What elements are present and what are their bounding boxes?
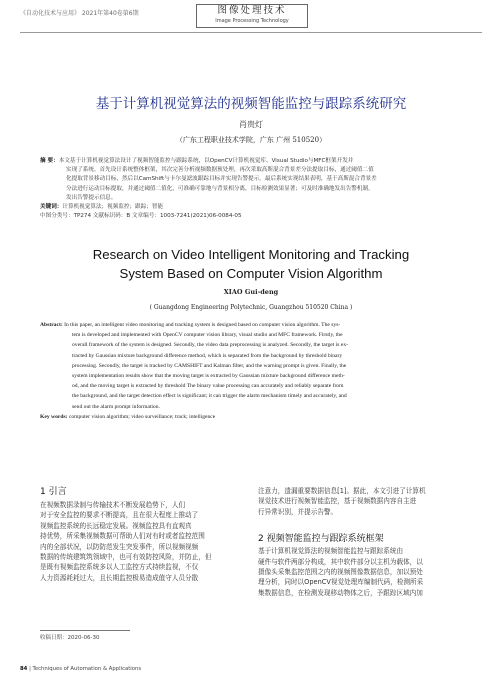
body-line: 注意力，遗漏重要数据信息[1]。据此，本文引进了计算机 bbox=[258, 487, 426, 495]
abstract-en-line: tem is developed and implemented with OpenCV computer vision library, visual studio and MFC framework. Firstly, the bbox=[72, 332, 343, 339]
body-line: 视频监控系统的长远稳定发展。视频监控具有直观真 bbox=[40, 521, 192, 530]
body-line: 是既有视频监控系统多以人工监控方式持续监视，不仅 bbox=[40, 563, 199, 572]
body-line: 理分析，同时以OpenCV视觉处理库编制代码，检测所采 bbox=[258, 578, 424, 587]
keywords-zh-label: 关键词： bbox=[40, 204, 63, 211]
section-heading-framework: 2 视频智能监控与跟踪系统框架 bbox=[258, 534, 384, 545]
keywords-en-label: Key words: bbox=[40, 413, 68, 420]
abstract-zh-line: 实现了系统。首先设计系统整体框架，其次完善分析视频数据预处理，再次采取高斯混合背景差分法提取目标，通过阈值二值 bbox=[66, 167, 374, 174]
body-line: 对于安全监控的要求不断提高，且在很大程度上推动了 bbox=[40, 511, 199, 520]
body-line: 持优势，所采集视频数据可帮助人们对有时或者监控范围 bbox=[40, 532, 205, 541]
body-line: 基于计算机视觉算法的视频智能监控与跟踪系统由 bbox=[258, 547, 404, 556]
footnote-rule bbox=[40, 630, 130, 631]
body-line: 硬件与软件两部分构成，其中软件部分以主机为载体，以 bbox=[258, 557, 423, 566]
body-line: 数据的传统建筑筑领域中，也可有效防控风险，并防止，但 bbox=[40, 553, 212, 562]
author-zh: 肖贵灯 bbox=[239, 120, 263, 129]
abstract-en-line: tracted by Gaussian mixture background difference method, which is separated from the background by threshold binary bbox=[72, 352, 343, 359]
classification-zh: 中图分类号：TP274 文献标识码：B 文章编号：1003-7241(2021)06-0084-05 bbox=[40, 213, 242, 220]
body-line: 人力资源耗耗过大，且长期监控极易造成值守人员分散 bbox=[40, 573, 199, 582]
section-banner bbox=[196, 4, 308, 28]
affiliation-en: ( Guangdong Engineering Polytechnic, Guangzhou 510520 China ) bbox=[149, 304, 353, 311]
abstract-en-line: od, and the moving target is extracted by threshold The binary value processing can accurately and reliably separate from bbox=[72, 383, 344, 390]
section-heading-introduction: 1 引言 bbox=[40, 487, 67, 497]
journal-name-en: Techniques of Automation & Applications bbox=[32, 666, 142, 672]
introduction-body bbox=[40, 500, 236, 583]
header-rule bbox=[20, 32, 482, 33]
paper-title-en bbox=[0, 245, 502, 283]
affiliation-zh: （广东工程职业技术学院，广东 广州 510520） bbox=[175, 136, 327, 144]
introduction-continued bbox=[258, 486, 458, 517]
body-line: 在视频数据录制与传输技术不断发展趋势下，人们 bbox=[40, 501, 186, 509]
abstract-en-line: processing. Secondly, the target is tracked by CAMSHIFT and Kalman filter, and the warning prompt is given. Finally, the bbox=[72, 362, 347, 369]
abstract-zh bbox=[40, 157, 460, 221]
abstract-en bbox=[40, 320, 460, 422]
abstract-en-line: send out the alarm prompt information. bbox=[72, 403, 160, 410]
abstract-en-line: overall framework of the system is designed. Secondly, the video data preprocessing is analyzed. Secondly, the target is ex- bbox=[72, 342, 348, 349]
abstract-en-line: Abstract: In this paper, an intelligent video monitoring and tracking system is designed based on computer vision algorithm. The sys- bbox=[40, 322, 341, 328]
author-en: XIAO Gui-deng bbox=[223, 288, 279, 296]
framework-body bbox=[258, 546, 458, 598]
abstract-zh-label: 摘 要： bbox=[40, 158, 59, 164]
paper-title-en-line: System Based on Computer Vision Algorithm bbox=[119, 266, 383, 281]
keywords-en: Key words: computer vision algorithm; video surveillance; track; intelligence bbox=[40, 413, 216, 420]
journal-issue: 《自动化技术与应用》 2021年第40卷第6期 bbox=[20, 10, 139, 17]
received-date: 收稿日期：2020-06-30 bbox=[40, 635, 100, 641]
body-line: 集数据信息，在检测发现移动物体之后，予跟踪区域内加 bbox=[258, 588, 423, 597]
page-number: 84 bbox=[20, 666, 28, 672]
abstract-en-line: the background, and the target detection effect is significant; it can trigger the alarm mechanism timely and accurately, and bbox=[72, 393, 347, 400]
section-title-en: Image Processing Technology bbox=[215, 18, 289, 24]
body-line: 内的全部状况，以防防范发生突发事件，所以视频视频 bbox=[40, 542, 199, 551]
body-line: 摄像头采集监控范围之内的视频图像数据信息，加以预处 bbox=[258, 568, 423, 577]
abstract-zh-line: 分法进行运动目标提取，并通过阈值二值化，可准确可靠地与背景相分离，目标检测效果显著；可及时准确地发出告警机制， bbox=[66, 185, 374, 192]
body-line: 行异常识别，并提示告警。 bbox=[258, 507, 338, 516]
abstract-zh-line: 发出告警提示信息。 bbox=[66, 194, 117, 201]
section-title-zh: 图像处理技术 bbox=[217, 5, 287, 16]
page-footer: 84 | Techniques of Automation & Applications bbox=[20, 666, 142, 672]
abstract-en-line: system implementation results show that the moving target is extracted by Gaussian mixture background difference meth- bbox=[72, 373, 345, 380]
right-column bbox=[258, 486, 458, 598]
body-line: 视觉技术进行视频智能监控，基于视频数据内容自主进 bbox=[258, 497, 417, 506]
abstract-zh-line: 摘 要：本文基于计算机视觉算法设计了视频智能监控与跟踪系统，以OpenCV计算机视觉库、Visual Studio与MFC框架开发并 bbox=[40, 158, 354, 164]
keywords-zh: 关键词：计算机视觉算法；视频监控；跟踪；智能 bbox=[40, 204, 164, 211]
abstract-zh-line: 化提取背景移动目标，然后以CamShift与卡尔曼滤波跟踪目标并实现告警提示。最后系统实现结果表明，基于高斯混合背景差 bbox=[66, 176, 377, 183]
paper-title-en-line: Research on Video Intelligent Monitoring and Tracking bbox=[92, 247, 410, 262]
abstract-en-label: Abstract: bbox=[40, 322, 63, 328]
paper-title-zh: 基于计算机视觉算法的视频智能监控与跟踪系统研究 bbox=[95, 96, 407, 112]
left-column bbox=[40, 484, 236, 583]
